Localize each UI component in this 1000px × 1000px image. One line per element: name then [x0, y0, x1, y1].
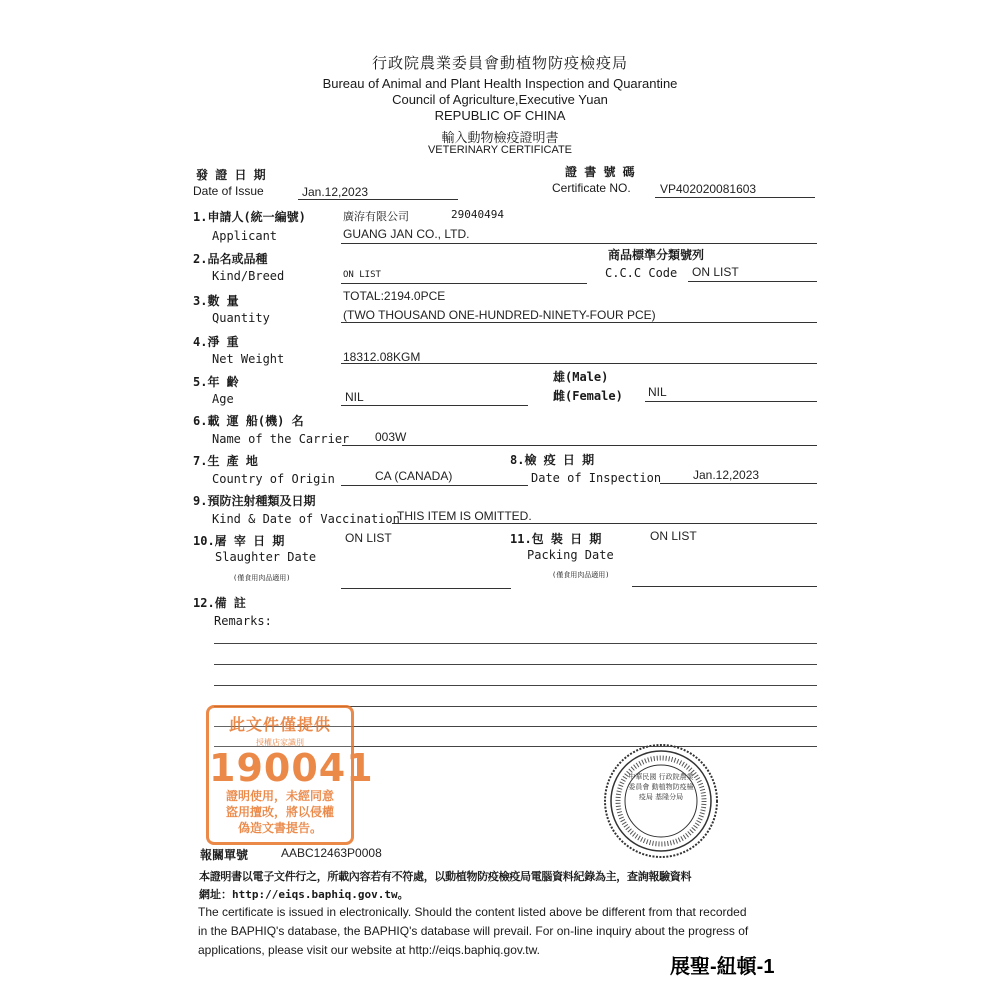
male-label: 雄(Male)	[553, 370, 609, 384]
net-weight-value: 18312.08KGM	[343, 350, 421, 364]
remarks-line-3	[214, 685, 817, 686]
packing-label-en: Packing Date	[527, 548, 614, 562]
document-caption: 展聖-紐頓-1	[670, 956, 775, 978]
quantity-label-zh: 3.數 量	[193, 294, 239, 308]
customs-value: AABC12463P0008	[281, 846, 382, 860]
net-weight-label-zh: 4.淨 重	[193, 335, 239, 349]
watermark-line-2: 盜用擅改，將以侵權	[225, 805, 334, 819]
sex-line	[645, 401, 817, 402]
slaughter-label-zh: 10.屠 宰 日 期	[193, 534, 285, 548]
cert-title-en: VETERINARY CERTIFICATE	[427, 144, 573, 156]
carrier-label-en: Name of the Carrier	[212, 432, 350, 446]
packing-label-zh: 11.包 裝 日 期	[510, 532, 602, 546]
packing-line	[632, 586, 817, 587]
net-weight-label-en: Net Weight	[212, 352, 285, 366]
female-label: 雌(Female)	[553, 389, 623, 403]
slaughter-label-en: Slaughter Date	[215, 550, 317, 564]
quantity-words: (TWO THOUSAND ONE-HUNDRED-NINETY-FOUR PCE)	[343, 308, 656, 322]
inspection-label-zh: 8.檢 疫 日 期	[510, 453, 595, 467]
kind-label-en: Kind/Breed	[212, 269, 285, 283]
authorization-watermark	[206, 705, 374, 845]
quantity-line	[341, 322, 817, 323]
remarks-line-1	[214, 643, 817, 644]
footer-en-line-3: applications, please visit our website at http://eiqs.baphiq.gov.tw.	[198, 943, 540, 957]
issue-date-value: Jan.12,2023	[302, 185, 369, 199]
watermark-sub: 授權店家識別	[256, 738, 304, 747]
age-label-zh: 5.年 齡	[193, 375, 239, 389]
footer-en-line-1: The certificate is issued in electronically. Should the content listed above be different from that recorded	[198, 905, 747, 919]
applicant-name-zh: 廣洊有限公司	[343, 210, 409, 223]
applicant-label-en: Applicant	[212, 229, 278, 243]
applicant-tax-id: 29040494	[451, 208, 504, 221]
issue-date-line	[298, 199, 458, 200]
official-seal-icon	[602, 742, 720, 860]
origin-value: CA (CANADA)	[375, 469, 453, 483]
age-value: NIL	[345, 390, 364, 404]
country-name: REPUBLIC OF CHINA	[434, 108, 566, 123]
footer-zh-line-1: 本證明書以電子文件行之，所載內容若有不符處，以動植物防疫檢疫局電腦資料紀錄為主，查詢報驗資料	[199, 870, 692, 883]
packing-note: (僅食用肉品適用)	[552, 571, 610, 579]
remarks-label-zh: 12.備 註	[193, 596, 246, 610]
quantity-label-en: Quantity	[212, 311, 270, 325]
agency-name-zh: 行政院農業委員會動植物防疫檢疫局	[371, 54, 628, 72]
issue-date-label-en: Date of Issue	[193, 184, 264, 198]
kind-value: ON LIST	[343, 270, 381, 280]
age-line	[341, 405, 528, 406]
issue-date-label-zh: 發 證 日 期	[196, 168, 266, 182]
cert-no-value: VP402020081603	[660, 182, 757, 196]
footer-zh-line-2: 網址：http://eiqs.baphiq.gov.tw。	[199, 888, 409, 901]
vaccination-label-en: Kind & Date of Vaccination	[212, 512, 400, 526]
carrier-label-zh: 6.載 運 船(機) 名	[193, 414, 304, 428]
cert-no-label-zh: 證 書 號 碼	[565, 165, 635, 179]
sex-value: NIL	[648, 385, 667, 399]
vaccination-value: THIS ITEM IS OMITTED.	[397, 509, 532, 523]
packing-value: ON LIST	[650, 529, 697, 543]
watermark-title: 此文件僅提供	[228, 715, 331, 734]
origin-label-zh: 7.生 產 地	[193, 454, 258, 468]
applicant-name-en: GUANG JAN CO., LTD.	[343, 227, 470, 241]
remarks-line-2	[214, 664, 817, 665]
carrier-line	[342, 445, 817, 446]
inspection-label-en: Date of Inspection	[531, 471, 662, 485]
net-weight-line	[341, 363, 817, 364]
remarks-label-en: Remarks:	[214, 614, 272, 628]
seal-text: 中華民國 行政院農業委員會 動植物防疫檢疫局 基隆分局	[628, 773, 694, 801]
ccc-line	[688, 281, 817, 282]
agency-name-en: Bureau of Animal and Plant Health Inspection and Quarantine	[322, 76, 678, 91]
slaughter-value: ON LIST	[345, 531, 392, 545]
ccc-value: ON LIST	[692, 265, 739, 279]
cert-no-label-en: Certificate NO.	[552, 181, 631, 195]
watermark-number: 190041	[209, 746, 374, 790]
origin-line	[341, 485, 528, 486]
ccc-label-zh: 商品標準分類號列	[608, 248, 705, 262]
watermark-line-1: 證明使用，未經同意	[225, 789, 334, 803]
ccc-label-en: C.C.C Code	[605, 266, 678, 280]
footer-en-line-2: in the BAPHIQ's database, the BAPHIQ's database will prevail. For on-line inquiry about the progress of	[198, 924, 749, 938]
council-name: Council of Agriculture,Executive Yuan	[392, 92, 608, 107]
origin-label-en: Country of Origin	[212, 472, 335, 486]
age-label-en: Age	[212, 392, 234, 406]
watermark-line-3: 偽造文書提告。	[237, 821, 322, 835]
slaughter-line	[341, 588, 511, 589]
customs-label: 報關單號	[200, 848, 249, 862]
cert-no-line	[655, 197, 815, 198]
kind-line	[341, 283, 587, 284]
slaughter-note: (僅食用肉品適用)	[233, 574, 291, 582]
inspection-line	[660, 483, 817, 484]
vaccination-label-zh: 9.預防注射種類及日期	[193, 494, 316, 508]
applicant-line	[341, 243, 817, 244]
carrier-value: 003W	[375, 430, 407, 444]
vaccination-line	[392, 523, 817, 524]
applicant-label-zh: 1.申請人(統一編號)	[193, 210, 306, 224]
inspection-value: Jan.12,2023	[693, 468, 760, 482]
kind-label-zh: 2.品名或品種	[193, 252, 268, 266]
cert-title-zh: 輸入動物檢疫證明書	[441, 131, 559, 146]
quantity-total: TOTAL:2194.0PCE	[343, 289, 446, 303]
